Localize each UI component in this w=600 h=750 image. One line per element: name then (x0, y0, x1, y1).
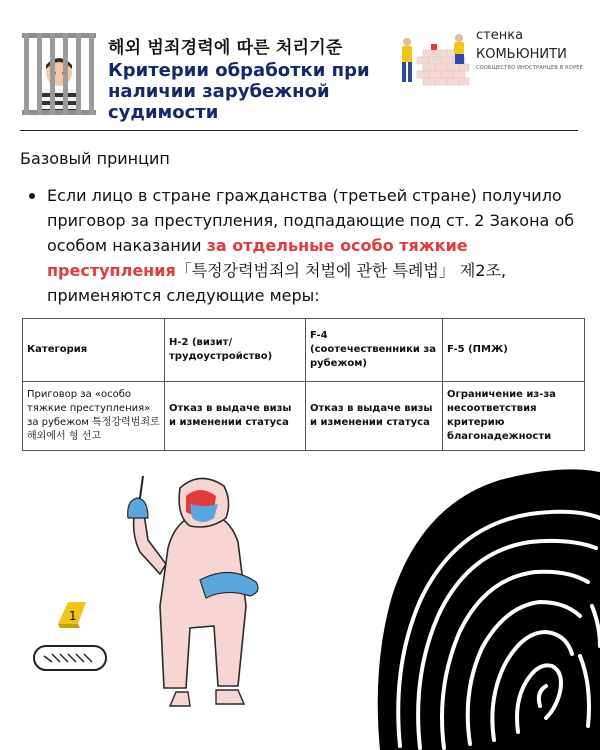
cell-f5: Ограничение из-за несоответствия критерию благонадежности (443, 382, 585, 451)
bullet-dot (29, 193, 35, 199)
header-f4: F-4 (соотечественники за рубежом) (306, 319, 443, 382)
header-divider (20, 130, 578, 131)
cell-category: Приговор за «особо тяжкие преступления» за рубежом 특정강력범죄로 해외에서 형 선고 (23, 382, 165, 451)
principle-highlight: за отдельные особо тяжкие преступления (47, 236, 468, 280)
header-f5: F-5 (ПМЖ) (443, 319, 585, 382)
title-korean: 해외 범죄경력에 따른 처리기준 (108, 38, 343, 58)
principle-part2: 「특정강력범죄의 처벌에 관한 특례법」 제2조, применяются следующие меры: (47, 261, 507, 305)
brand-block (476, 28, 596, 71)
fingerprint-icon (378, 469, 600, 750)
evidence-marker-number: 1 (69, 609, 77, 623)
footprint-icon (34, 646, 106, 670)
brand-name-line2: КОМЬЮНИТИ (476, 47, 567, 62)
brand-name-line1: стенка (476, 28, 524, 43)
title-russian: Критерии обработки при наличии зарубежной судимости (108, 60, 370, 123)
cell-f4: Отказ в выдаче визы и изменении статуса (306, 382, 443, 451)
forensic-investigator-icon (128, 476, 258, 706)
principle-text (47, 183, 575, 308)
criteria-table (22, 318, 585, 451)
brand-tagline: СООБЩЕСТВО ИНОСТРАНЦЕВ В КОРЕЕ (476, 65, 583, 71)
forensics-illustration (0, 456, 600, 750)
section-title: Базовый принцип (20, 149, 170, 168)
principle-part1: Если лицо в стране гражданства (третьей стране) получило приговор за преступления, подпадающие под ст. 2 Закона об особом наказании (47, 186, 575, 255)
table-header-row (23, 319, 585, 382)
header-category: Категория (23, 319, 165, 382)
table-row (23, 382, 585, 451)
cell-h2: Отказ в выдаче визы и изменении статуса (165, 382, 306, 451)
prisoner-behind-bars-icon (22, 33, 96, 115)
header-h2: H-2 (визит/трудоустройство) (165, 319, 306, 382)
wall-builders-logo (397, 28, 477, 90)
header (0, 0, 600, 130)
